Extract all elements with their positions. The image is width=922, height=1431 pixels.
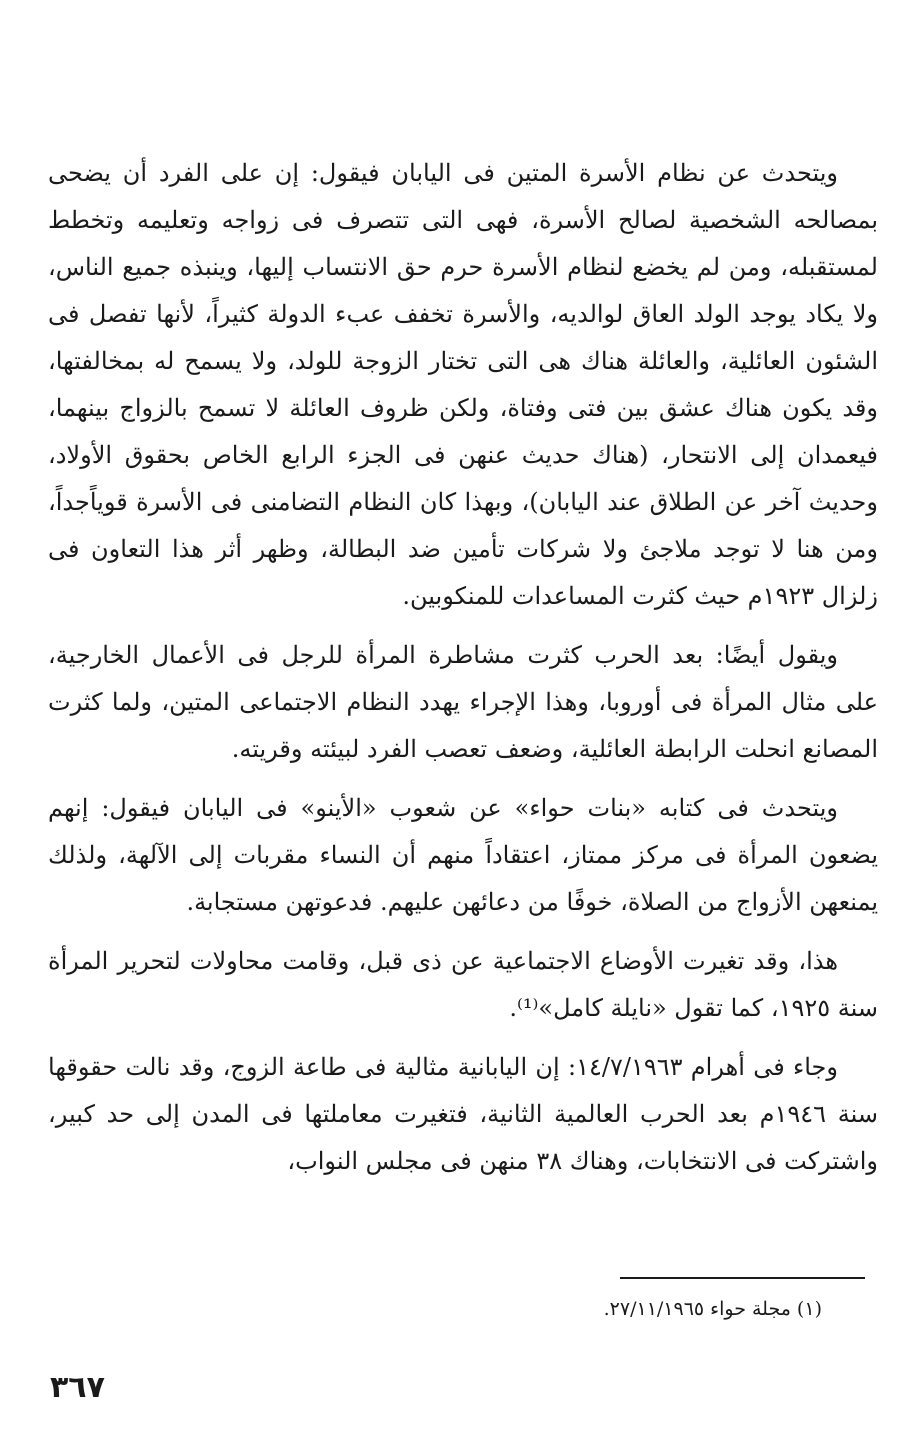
footnote: (١) مجلة حواء ٢٧/١١/١٩٦٥. — [603, 1298, 822, 1320]
paragraph-ainu-women: ويتحدث فى كتابه «بنات حواء» عن شعوب «الأينو» فى اليابان فيقول: إنهم يضعون المرأة فى مركز ممتاز، اعتقاداً منهم أن النساء مقربات إلى الآلهة، ولذلك يمنعهن الأزواج من الصلاة، خوفًا من دعائهن عليهم. فدعوتهن مستجابة. — [48, 794, 878, 916]
footnote-divider — [620, 1277, 865, 1279]
paragraph-women-after-war: ويقول أيضًا: بعد الحرب كثرت مشاطرة المرأة للرجل فى الأعمال الخارجية، على مثال المرأة فى أوروبا، وهذا الإجراء يهدد النظام الاجتماعى المتين، ولما كثرت المصانع انحلت الرابطة العائلية، وضعف تعصب الفرد لبيئته وقريته. — [48, 641, 878, 763]
paragraph-social-changes: هذا، وقد تغيرت الأوضاع الاجتماعية عن ذى قبل، وقامت محاولات لتحرير المرأة سنة ١٩٢٥، كما تقول «نايلة كامل»⁽¹⁾. — [48, 947, 878, 1022]
page-number: ٣٦٧ — [50, 1370, 105, 1405]
paragraph-ahram-report: وجاء فى أهرام ١٤/٧/١٩٦٣: إن اليابانية مثالية فى طاعة الزوج، وقد نالت حقوقها سنة ١٩٤٦م بعد الحرب العالمية الثانية، فتغيرت معاملتها فى المدن إلى حد كبير، واشتركت فى الانتخابات، وهناك ٣٨ منهن فى مجلس النواب، — [48, 1053, 878, 1175]
paragraph-family-system: ويتحدث عن نظام الأسرة المتين فى اليابان فيقول: إن على الفرد أن يضحى بمصالحه الشخصية لصالح الأسرة، فهى التى تتصرف فى زواجه وتعليمه وتخطط لمستقبله، ومن لم يخضع لنظام الأسرة حرم حق الانتساب إليها، وينبذه جميع الناس، ولا يكاد يوجد الولد العاق لوالديه، والأسرة تخفف عبء الدولة كثيراً، لأنها تفصل فى الشئون العائلية، والعائلة هناك هى التى تختار الزوجة للولد، ولا يسمح له بمخالفتها، وقد يكون هناك عشق بين فتى وفتاة، ولكن ظروف العائلة لا تسمح بالزواج بينهما، فيعمدان إلى الانتحار، (هناك حديث عنهن فى الجزء الرابع الخاص بحقوق الأولاد، وحديث آخر عن الطلاق عند اليابان)، وبهذا كان النظام التضامنى فى الأسرة قوياًجداً، ومن هنا لا توجد ملاجئ ولا شركات تأمين ضد البطالة، وظهر أثر هذا التعاون فى زلزال ١٩٢٣م حيث كثرت المساعدات للمنكوبين. — [48, 159, 878, 610]
body-text — [48, 150, 878, 1197]
